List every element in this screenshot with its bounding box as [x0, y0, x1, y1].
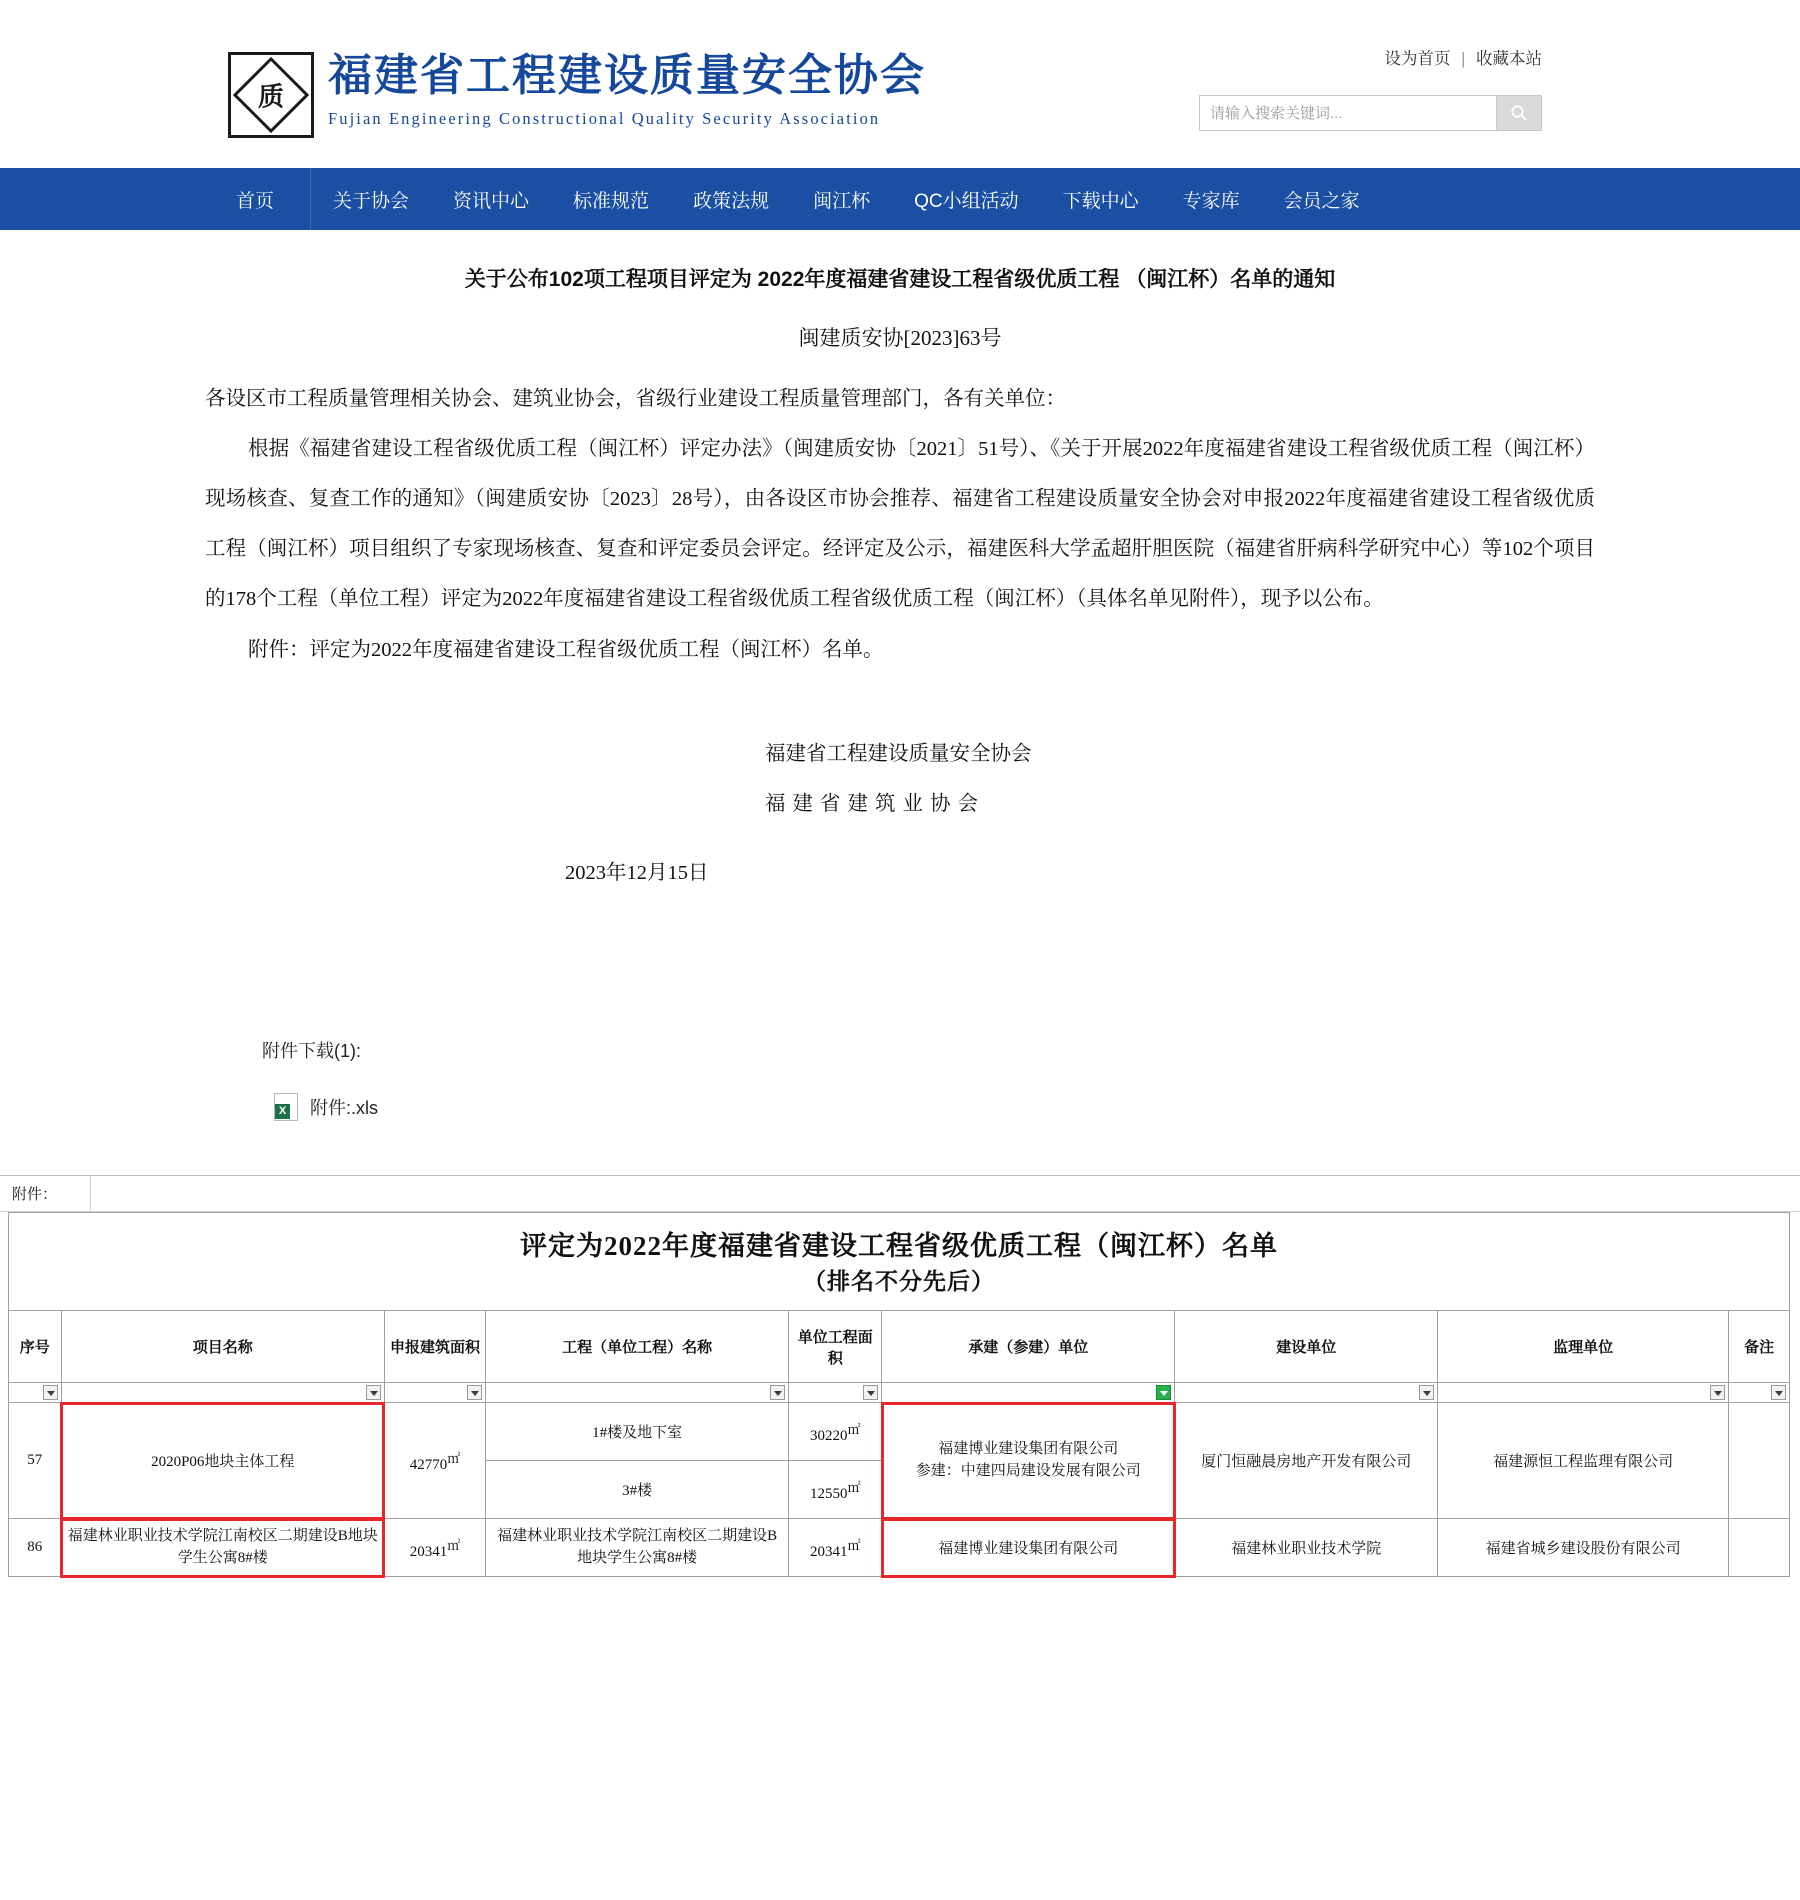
col-header-contractor: 承建（参建）单位	[882, 1311, 1175, 1383]
search-box	[1199, 95, 1542, 131]
attachment-section	[0, 1037, 1800, 1121]
cell-supervisor: 福建源恒工程监理有限公司	[1438, 1403, 1729, 1519]
cell-supervisor: 福建省城乡建设股份有限公司	[1438, 1519, 1729, 1577]
spreadsheet-preview	[0, 1175, 1800, 1577]
site-logo[interactable]	[228, 52, 926, 138]
spreadsheet-grid-area	[0, 1212, 1800, 1577]
col-header-declared-area: 申报建筑面积	[384, 1311, 485, 1383]
logo-title-en: Fujian Engineering Constructional Quality Security Association	[328, 109, 881, 129]
nav-item-about[interactable]: 关于协会	[333, 190, 410, 212]
filter-dropdown-icon[interactable]	[770, 1385, 785, 1400]
excel-file-icon	[274, 1093, 298, 1121]
filter-cell-owner[interactable]	[1175, 1383, 1438, 1403]
main-navigation	[0, 168, 1800, 230]
article-paragraph-1: 根据《福建省建设工程省级优质工程（闽江杯）评定办法》（闽建质安协〔2021〕51号）、《关于开展2022年度福建省建设工程省级优质工程（闽江杯）现场核查、复查工作的通知》（闽建质安协〔2023〕28号），由各设区市协会推荐、福建省工程建设质量安全协会对申报2022年度福建省建设工程省级优质工程（闽江杯）项目组织了专家现场核查、复查和评定委员会评定。经评定及公示，福建医科大学孟超肝胆医院（福建省肝病科学研究中心）等102个项目的178个工程（单位工程）评定为2022年度福建省建设工程省级优质工程省级优质工程（闽江杯）（具体名单见附件），现予以公布。	[205, 437, 1595, 611]
formula-bar[interactable]	[90, 1176, 1800, 1211]
filter-cell-contractor[interactable]	[882, 1383, 1175, 1403]
filter-cell-remark[interactable]	[1729, 1383, 1790, 1403]
col-header-unit-area: 单位工程面积	[789, 1311, 882, 1383]
set-homepage-link[interactable]: 设为首页	[1384, 50, 1451, 68]
filter-cell-supervisor[interactable]	[1438, 1383, 1729, 1403]
bookmark-site-link[interactable]: 收藏本站	[1476, 50, 1542, 68]
association-logo-icon	[228, 52, 314, 138]
search-input[interactable]	[1199, 95, 1496, 131]
document-number: 闽建质安协[2023]63号	[798, 325, 1002, 350]
cell-unit-area	[789, 1403, 882, 1461]
signature-association-2: 福建省建筑业协会	[765, 793, 985, 816]
signature-date: 2023年12月15日	[565, 862, 709, 885]
declared-area-value: 20341	[409, 1543, 448, 1560]
filter-dropdown-icon[interactable]	[43, 1385, 58, 1400]
unit-area-unit: ㎡	[847, 1421, 861, 1437]
cell-project-name: 福建林业职业技术学院江南校区二期建设B地块学生公寓8#楼	[61, 1519, 384, 1577]
cell-unit-area	[789, 1461, 882, 1519]
col-header-unit-project-name: 工程（单位工程）名称	[486, 1311, 789, 1383]
filter-active-dropdown-icon[interactable]	[1156, 1385, 1171, 1400]
col-header-no: 序号	[9, 1311, 62, 1383]
table-title-cell	[9, 1213, 1790, 1311]
filter-dropdown-icon[interactable]	[863, 1385, 878, 1400]
utility-links	[1385, 45, 1542, 69]
article-title: 关于公布102项工程项目评定为 2022年度福建省建设工程省级优质工程 （闽江杯）名单的通知	[464, 268, 1336, 291]
filter-cell-unit-area[interactable]	[789, 1383, 882, 1403]
nav-item-home[interactable]: 首页	[200, 168, 311, 230]
cell-reference-label: 附件：	[12, 1187, 58, 1204]
table-header-row	[9, 1311, 1790, 1383]
filter-cell-project-name[interactable]	[61, 1383, 384, 1403]
nav-item-standards[interactable]: 标准规范	[573, 190, 650, 212]
logo-title-cn: 福建省工程建设质量安全协会	[328, 51, 926, 100]
col-header-remark: 备注	[1729, 1311, 1790, 1383]
table-title-sub: （排名不分先后）	[803, 1268, 995, 1294]
nav-item-qc-activity[interactable]: QC小组活动	[914, 190, 1019, 212]
search-icon	[1509, 103, 1529, 123]
contractor-secondary: 参建：中建四局建设发展有限公司	[915, 1462, 1141, 1479]
contractor-primary: 福建博业建设集团有限公司	[938, 1440, 1119, 1457]
unit-area-value: 20341	[810, 1543, 848, 1560]
signature-block	[205, 729, 1595, 829]
declared-area-value: 42770	[409, 1456, 448, 1473]
cell-unit-project-name: 3#楼	[486, 1461, 789, 1519]
declared-area-unit: ㎡	[447, 1537, 461, 1553]
search-button[interactable]	[1496, 95, 1542, 131]
unit-area-value: 12550	[810, 1485, 848, 1502]
nav-item-members[interactable]: 会员之家	[1283, 190, 1360, 212]
unit-area-value: 30220	[810, 1427, 848, 1444]
table-title-main: 评定为2022年度福建省建设工程省级优质工程（闽江杯）名单	[520, 1231, 1278, 1262]
cell-contractor: 福建博业建设集团有限公司	[882, 1519, 1175, 1577]
nav-item-policy[interactable]: 政策法规	[693, 190, 770, 212]
spreadsheet-toolbar	[0, 1176, 1800, 1212]
filter-dropdown-icon[interactable]	[1771, 1385, 1786, 1400]
col-header-supervisor: 监理单位	[1438, 1311, 1729, 1383]
cell-project-name: 2020P06地块主体工程	[61, 1403, 384, 1519]
filter-dropdown-icon[interactable]	[1419, 1385, 1434, 1400]
filter-cell-unit-project-name[interactable]	[486, 1383, 789, 1403]
signature-association-1: 福建省工程建设质量安全协会	[765, 742, 1032, 765]
filter-cell-declared-area[interactable]	[384, 1383, 485, 1403]
logo-glyph: 质	[257, 82, 285, 112]
table-title-row	[9, 1213, 1790, 1311]
article-salutation: 各设区市工程质量管理相关协会、建筑业协会，省级行业建设工程质量管理部门，各有关单位：	[205, 387, 1066, 410]
unit-area-unit: ㎡	[847, 1537, 861, 1553]
nav-item-minjiang-cup[interactable]: 闽江杯	[813, 190, 871, 212]
filter-cell-no[interactable]	[9, 1383, 62, 1403]
award-list-table	[8, 1212, 1790, 1577]
cell-unit-project-name: 福建林业职业技术学院江南校区二期建设B地块学生公寓8#楼	[486, 1519, 789, 1577]
attachment-heading: 附件下载(1):	[262, 1041, 361, 1062]
cell-no: 86	[9, 1519, 62, 1577]
filter-dropdown-icon[interactable]	[366, 1385, 381, 1400]
table-row	[9, 1519, 1790, 1577]
nav-item-downloads[interactable]: 下载中心	[1062, 190, 1139, 212]
filter-dropdown-icon[interactable]	[1710, 1385, 1725, 1400]
article-paragraph-2: 附件：评定为2022年度福建省建设工程省级优质工程（闽江杯）名单。	[248, 638, 884, 661]
filter-dropdown-icon[interactable]	[467, 1385, 482, 1400]
article-container	[0, 230, 1800, 885]
cell-unit-project-name: 1#楼及地下室	[486, 1403, 789, 1461]
cell-remark	[1729, 1519, 1790, 1577]
declared-area-unit: ㎡	[447, 1450, 461, 1466]
nav-item-news[interactable]: 资讯中心	[453, 190, 530, 212]
cell-owner: 福建林业职业技术学院	[1175, 1519, 1438, 1577]
cell-declared-area	[384, 1519, 485, 1577]
attachment-download-link[interactable]: 附件:.xls	[310, 1098, 379, 1119]
cell-no: 57	[9, 1403, 62, 1519]
utility-separator: |	[1461, 50, 1466, 68]
col-header-owner: 建设单位	[1175, 1311, 1438, 1383]
table-filter-row	[9, 1383, 1790, 1403]
col-header-project-name: 项目名称	[61, 1311, 384, 1383]
cell-contractor	[882, 1403, 1175, 1519]
nav-item-expert-db[interactable]: 专家库	[1182, 190, 1240, 212]
cell-owner: 厦门恒融晨房地产开发有限公司	[1175, 1403, 1438, 1519]
cell-declared-area	[384, 1403, 485, 1519]
attachment-item[interactable]	[262, 1093, 1800, 1121]
site-header	[0, 0, 1800, 168]
cell-remark	[1729, 1403, 1790, 1519]
unit-area-unit: ㎡	[847, 1479, 861, 1495]
table-row	[9, 1403, 1790, 1461]
article-body	[0, 374, 1800, 886]
cell-unit-area	[789, 1519, 882, 1577]
